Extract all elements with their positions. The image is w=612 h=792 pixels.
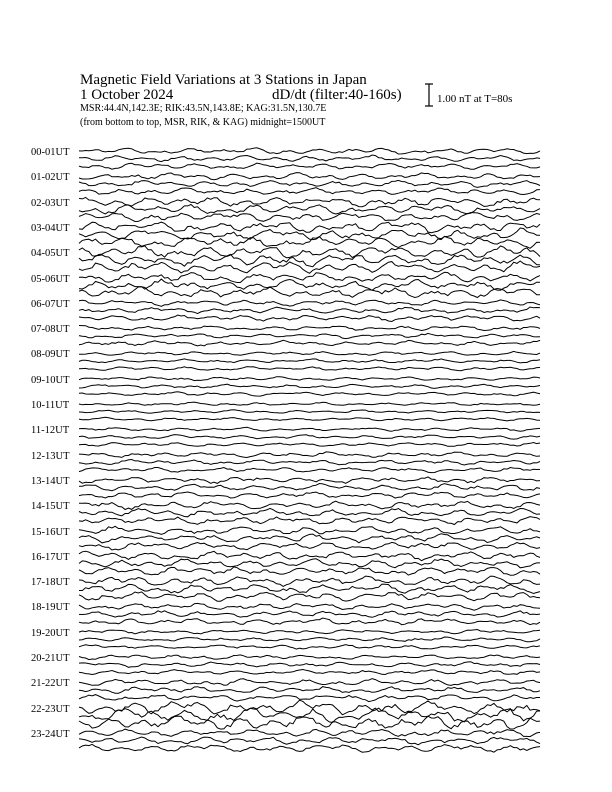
trace-kag [79, 655, 540, 660]
trace-msr [79, 542, 540, 550]
trace-kag [79, 630, 540, 634]
station-order-note: (from bottom to top, MSR, RIK, & KAG) midnight=1500UT [80, 117, 326, 128]
trace-rik [79, 359, 540, 363]
trace-msr [79, 261, 540, 273]
trace-rik [79, 333, 540, 338]
trace-kag [79, 526, 540, 534]
trace-msr [79, 287, 540, 298]
hour-label: 02-03UT [31, 197, 70, 209]
trace-kag [79, 452, 540, 458]
trace-rik [79, 410, 540, 413]
filter-label: dD/dt (filter:40-160s) [272, 87, 402, 103]
trace-kag [79, 222, 540, 233]
scale-bar-label: 1.00 nT at T=80s [437, 93, 513, 105]
trace-kag [79, 377, 540, 381]
hour-label: 16-17UT [31, 551, 70, 563]
trace-kag [79, 603, 540, 610]
hour-label: 20-21UT [31, 653, 70, 664]
trace-msr [79, 417, 540, 421]
trace-kag [79, 427, 540, 431]
trace-msr [79, 567, 540, 575]
trace-rik [79, 737, 540, 745]
trace-rik [79, 687, 540, 694]
trace-msr [79, 236, 540, 248]
trace-kag [79, 148, 540, 154]
chart-title: Magnetic Field Variations at 3 Stations in Japan [80, 72, 367, 88]
hour-label: 17-18UT [31, 577, 70, 589]
trace-rik [79, 484, 540, 491]
trace-msr [79, 744, 540, 752]
trace-rik [79, 155, 540, 162]
hour-label: 10-11UT [31, 400, 70, 411]
trace-msr [79, 517, 540, 525]
hour-label: 03-04UT [31, 222, 70, 234]
chart-date: 1 October 2024 [80, 87, 174, 103]
trace-kag [79, 246, 540, 258]
hour-label: 19-20UT [31, 627, 70, 639]
trace-rik [79, 662, 540, 668]
trace-rik [79, 460, 540, 466]
trace-rik [79, 180, 540, 187]
trace-msr [79, 468, 540, 473]
hour-label: 13-14UT [31, 475, 70, 487]
hour-label: 07-08UT [31, 324, 70, 336]
trace-msr [79, 315, 540, 322]
trace-kag [79, 477, 540, 484]
trace-rik [79, 254, 540, 266]
hour-label: 23-24UT [31, 728, 70, 740]
trace-kag [79, 402, 540, 405]
trace-msr [79, 695, 540, 702]
trace-msr [79, 188, 540, 195]
trace-msr [79, 367, 540, 371]
trace-rik [79, 228, 540, 240]
trace-kag [79, 501, 540, 509]
hour-label: 06-07UT [31, 298, 70, 310]
hour-label: 04-05UT [31, 248, 70, 260]
trace-kag [79, 679, 540, 686]
hour-label: 22-23UT [31, 703, 70, 715]
trace-msr [79, 670, 540, 675]
hour-label: 05-06UT [31, 273, 70, 285]
trace-rik [79, 611, 540, 618]
hour-label: 08-09UT [31, 349, 70, 361]
trace-kag [79, 300, 540, 306]
trace-msr [79, 392, 540, 396]
trace-kag [79, 326, 540, 331]
hour-label: 01-02UT [31, 172, 70, 184]
hour-label: 15-16UT [31, 526, 70, 538]
trace-kag [79, 576, 540, 586]
trace-rik [79, 637, 540, 642]
trace-msr [79, 340, 540, 346]
trace-rik [79, 534, 540, 543]
trace-msr [79, 645, 540, 649]
trace-rik [79, 205, 540, 215]
hour-label: 09-10UT [31, 374, 70, 386]
trace-rik [79, 435, 540, 440]
trace-kag [79, 729, 540, 737]
station-coordinates: MSR:44.4N,142.3E; RIK:43.5N,143.8E; KAG:31.5N,130.7E [80, 103, 327, 114]
trace-kag [79, 173, 540, 180]
trace-msr [79, 492, 540, 498]
hour-label: 00-01UT [31, 147, 70, 158]
trace-kag [79, 351, 540, 355]
trace-msr [79, 592, 540, 601]
trace-rik [79, 584, 540, 593]
trace-msr [79, 213, 540, 222]
hour-label: 21-22UT [31, 678, 70, 690]
trace-rik [79, 708, 540, 722]
trace-kag [79, 551, 540, 561]
trace-msr [79, 163, 540, 169]
trace-kag [79, 197, 540, 206]
trace-rik [79, 307, 540, 314]
trace-rik [79, 559, 540, 568]
scale-bar [425, 84, 433, 106]
hour-label: 18-19UT [31, 602, 70, 614]
hour-label: 12-13UT [31, 450, 70, 462]
trace-msr [79, 443, 540, 447]
trace-rik [79, 508, 540, 516]
trace-msr [79, 618, 540, 625]
trace-rik [79, 384, 540, 388]
hour-label: 11-12UT [31, 425, 70, 437]
hour-label: 14-15UT [31, 501, 70, 513]
